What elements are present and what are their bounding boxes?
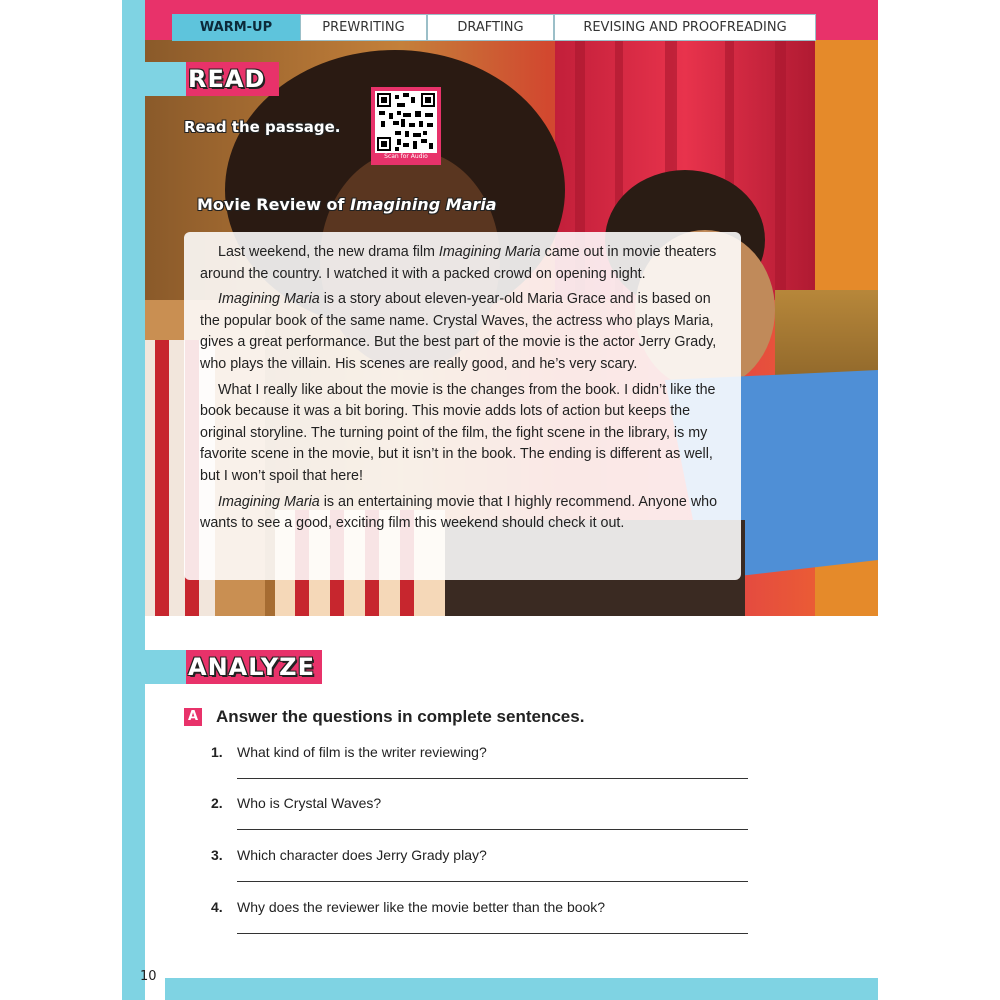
question-text: Who is Crystal Waves?: [237, 795, 382, 811]
section-tab-accent: [122, 650, 186, 684]
p1-text-b: came out in movie theaters around the country. I watched it with a packed crowd on opening night.: [200, 244, 717, 282]
p4-film-title: Imagining Maria: [218, 493, 320, 510]
review-title-prefix: Movie Review of: [197, 195, 351, 214]
qr-code-icon[interactable]: [371, 87, 441, 165]
answer-line-1[interactable]: [237, 778, 748, 779]
read-section-header: [122, 62, 282, 96]
question-text: Which character does Jerry Grady play?: [237, 847, 487, 863]
tab-drafting[interactable]: DRAFTING: [427, 14, 554, 41]
review-title-film: Imagining Maria: [350, 195, 497, 214]
p1-film-title: Imagining Maria: [438, 244, 541, 260]
p2-film-title: Imagining Maria: [218, 291, 320, 308]
passage-paragraph-4: [200, 492, 733, 535]
passage-paragraph-1: [200, 242, 733, 285]
answer-line-3[interactable]: [237, 881, 748, 882]
page-number: 10: [140, 969, 157, 984]
tab-warm-up[interactable]: WARM-UP: [172, 14, 300, 41]
bottom-bar: [165, 978, 878, 1000]
question-number: 3.: [211, 847, 223, 863]
passage-paragraph-3: What I really like about the movie is the changes from the book. I didn’t like the book because it was a bit boring. This movie adds lots of action but keeps the original storyline. The turning point of the film, the fight scene in the library, is my favorite scene in the movie, but it isn’t in the book. The ending is different as well, but I won’t spoil that here!: [200, 381, 716, 484]
question-number: 1.: [211, 744, 223, 760]
read-heading: READ: [188, 65, 266, 93]
passage-text: [200, 242, 733, 539]
analyze-section-header: [122, 650, 327, 684]
question-number: 4.: [211, 899, 223, 915]
qr-code-pattern: [375, 91, 437, 153]
question-number: 2.: [211, 795, 223, 811]
answer-line-4[interactable]: [237, 933, 748, 934]
left-margin-bar: [122, 0, 145, 1000]
tab-revising-and-proofreading[interactable]: REVISING AND PROOFREADING: [554, 14, 816, 41]
answer-line-2[interactable]: [237, 829, 748, 830]
tab-prewriting[interactable]: PREWRITING: [300, 14, 427, 41]
p4-text: is an entertaining movie that I highly recommend. Anyone who wants to see a good, exciting film this weekend should check it out.: [200, 493, 718, 532]
read-instruction: Read the passage.: [184, 118, 341, 136]
qr-caption: Scan for Audio: [384, 153, 428, 160]
section-tab-accent: [122, 62, 186, 96]
question-text: Why does the reviewer like the movie better than the book?: [237, 899, 606, 915]
analyze-instruction: Answer the questions in complete sentences.: [216, 707, 585, 726]
p2-text: is a story about eleven-year-old Maria Grace and is based on the popular book of the same name. Crystal Waves, the actress who plays Maria, gives a great performance. But the best part of the movie is the actor Jerry Grady, who plays the villain. His scenes are really good, and he’s very scary.: [200, 291, 717, 372]
passage-paragraph-2: [200, 289, 733, 375]
p1-text-a: Last weekend, the new drama film: [218, 244, 439, 260]
question-text: What kind of film is the writer reviewing?: [237, 744, 487, 760]
review-title: [197, 195, 497, 214]
exercise-badge: A: [184, 708, 202, 726]
analyze-heading: ANALYZE: [188, 653, 315, 681]
stage-tabs: [172, 14, 816, 41]
